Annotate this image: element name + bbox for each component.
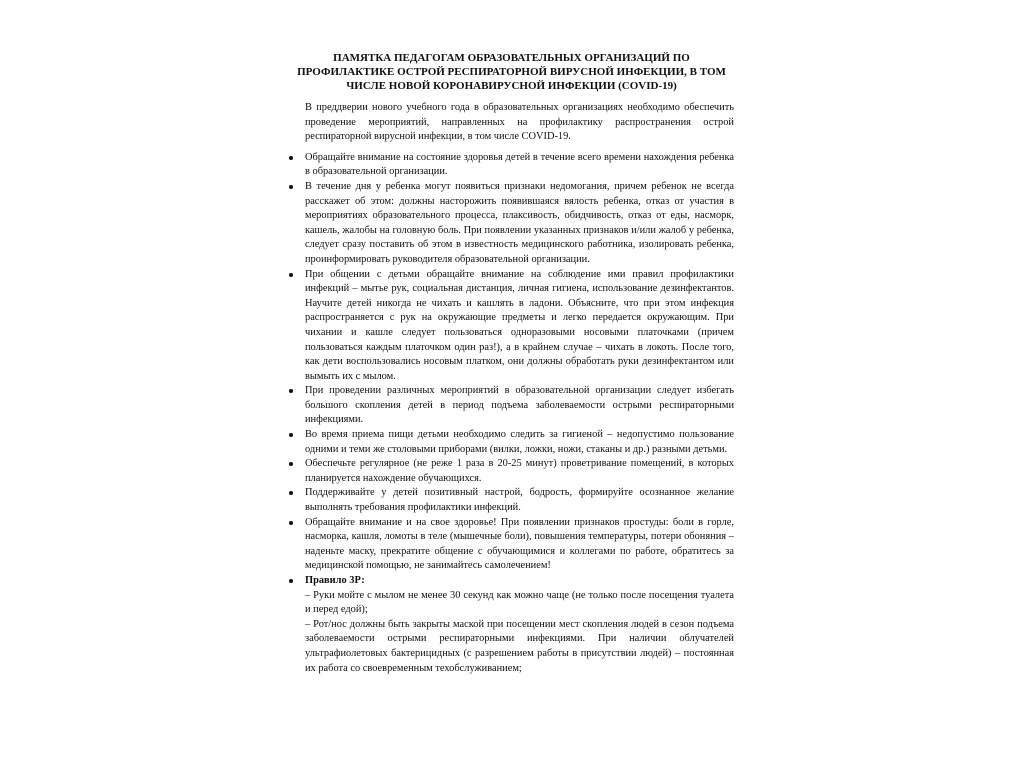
title-line: ПРОФИЛАКТИКЕ ОСТРОЙ РЕСПИРАТОРНОЙ ВИРУСНОЙ ИНФЕКЦИИ, В ТОМ bbox=[297, 66, 726, 78]
bullet-text: В течение дня у ребенка могут появиться признаки недомогания, причем ребенок не всегда расскажет об этом: должны насторожить появившаяся вялость ребенка, отказ от участия в мероприятиях образовательного процесса, плаксивость, обидчивость, отказ от еды, насморк, кашель, жалобы на головную боль. При появлении указанных признаков и/или жалоб у ребенка, следует сразу поставить об этом в известность медицинского работника, изолировать ребенка, проинформировать руководителя образовательной организации. bbox=[305, 180, 734, 265]
bullet-icon bbox=[289, 521, 293, 525]
title-line: ПАМЯТКА ПЕДАГОГАМ ОБРАЗОВАТЕЛЬНЫХ ОРГАНИЗАЦИЙ ПО bbox=[333, 52, 690, 64]
bullet-item-rule bbox=[289, 574, 734, 676]
bullet-icon bbox=[289, 491, 293, 495]
bullet-icon bbox=[289, 579, 293, 583]
bullet-item bbox=[289, 384, 734, 428]
rule-heading: Правило 3Р: bbox=[305, 575, 365, 586]
title-line: ЧИСЛЕ НОВОЙ КОРОНАВИРУСНОЙ ИНФЕКЦИИ (COVID-19) bbox=[346, 80, 677, 92]
bullet-text: При проведении различных мероприятий в образовательной организации следует избегать большого скопления детей в период подъема заболеваемости острыми респираторными инфекциями. bbox=[305, 385, 734, 426]
rule-line: – Руки мойте с мылом не менее 30 секунд как можно чаще (не только после посещения туалета и перед едой); bbox=[305, 589, 734, 616]
bullet-item bbox=[289, 486, 734, 515]
bullet-text: Поддерживайте у детей позитивный настрой, бодрость, формируйте осознанное желание выполнять требования профилактики инфекций. bbox=[305, 487, 734, 514]
bullet-icon bbox=[289, 389, 293, 393]
bullet-text: Обращайте внимание на состояние здоровья детей в течение всего времени нахождения ребенка в образовательной организации. bbox=[305, 151, 734, 178]
intro-paragraph: В преддверии нового учебного года в образовательных организациях необходимо обеспечить проведение мероприятий, направленных на профилактику распространения острой респираторной вирусной инфекции, в том числе COVID-19. bbox=[305, 102, 734, 143]
bullet-icon bbox=[289, 185, 293, 189]
bullet-text: Обеспечьте регулярное (не реже 1 раза в 20-25 минут) проветривание помещений, в которых планируется нахождение обучающихся. bbox=[305, 458, 734, 484]
document-page bbox=[289, 51, 734, 676]
document-title bbox=[289, 51, 734, 93]
bullet-icon bbox=[289, 462, 293, 466]
bullet-text: Во время приема пищи детьми необходимо следить за гигиеной – недопустимо пользование одними и теми же столовыми приборами (вилки, ложки, ножи, стаканы и др.) разными детьми. bbox=[305, 429, 734, 455]
bullet-item bbox=[289, 428, 734, 457]
bullet-item bbox=[289, 180, 734, 268]
bullet-text: При общении с детьми обращайте внимание на соблюдение ими правил профилактики инфекций – мытье рук, социальная дистанция, личная гигиена, использование дезинфектантов. Научите детей никогда не чихать и кашлять в ладони. Объясните, что при этом инфекция распространяется с рук на окружающие предметы и легко передается окружающим. При чихании и кашле следует пользоваться одноразовыми носовыми платочками (причем пользоваться каждым платочком один раз!), а в крайнем случае – чихать в локоть. После того, как дети воспользовались носовым платком, они должны обработать руки дезинфектантом или вымыть их с мылом. bbox=[305, 268, 734, 382]
bullet-icon bbox=[289, 433, 293, 437]
bullet-icon bbox=[289, 156, 293, 160]
rule-line: – Рот/нос должны быть закрыты маской при посещении мест скопления людей в сезон подъема заболеваемости острыми респираторными инфекциями. При наличии облучателей ультрафиолетовых бактерицидных (с разрешением работы в присутствии людей) – постоянная их работа со своевременным техобслуживанием; bbox=[305, 618, 734, 674]
bullet-item bbox=[289, 516, 734, 574]
bullet-icon bbox=[289, 273, 293, 277]
bullet-text: Обращайте внимание и на свое здоровье! При появлении признаков простуды: боли в горле, насморка, кашля, ломоты в теле (мышечные боли), повышения температуры, потери обоняния – наденьте маску, прекратите общение с обучающимися и коллегами по работе, обратитесь за медицинской помощью, не занимайтесь самолечением! bbox=[305, 516, 734, 572]
bullet-item bbox=[289, 151, 734, 180]
bullet-item bbox=[289, 268, 734, 385]
bullet-list bbox=[289, 151, 734, 676]
bullet-item bbox=[289, 457, 734, 486]
